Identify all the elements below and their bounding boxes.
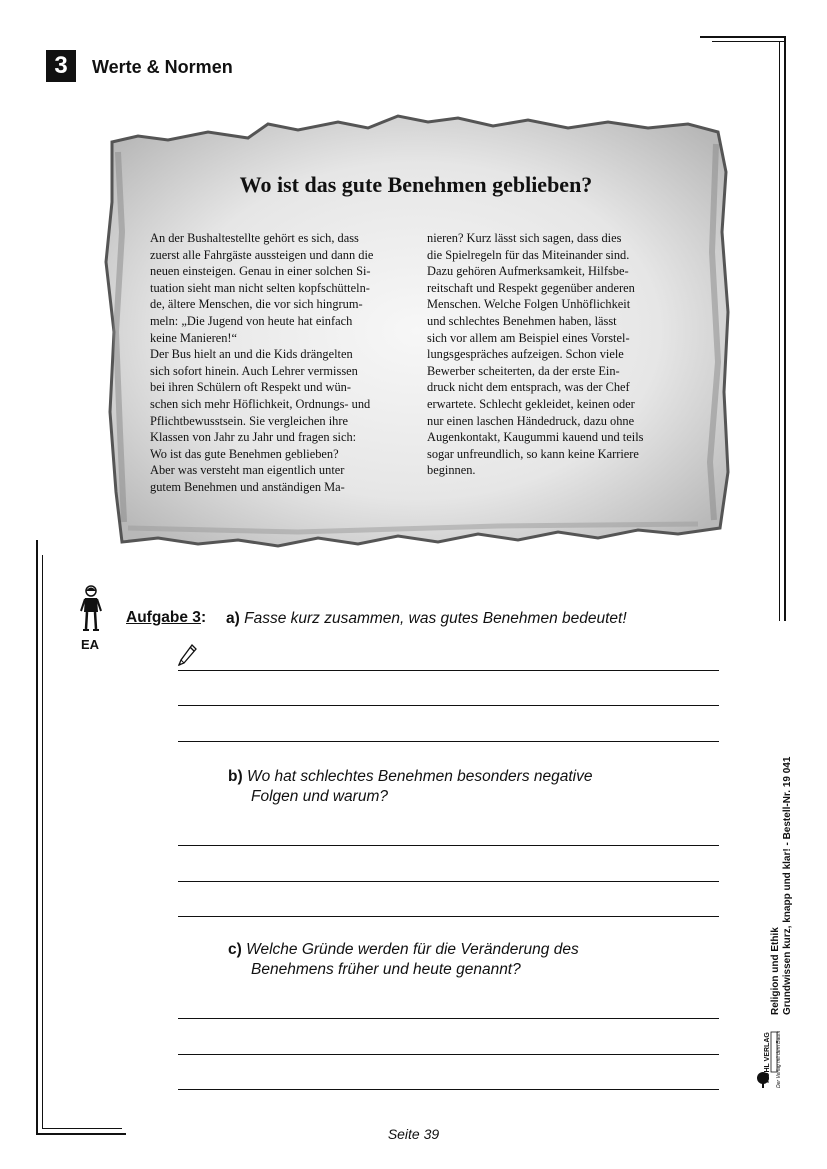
article-line: de, ältere Menschen, die vor sich hingrum- — [150, 297, 363, 312]
publisher-label: KOHL VERLAG — [764, 1032, 771, 1083]
frame-right-inner — [779, 41, 780, 621]
question-a — [226, 609, 627, 629]
chapter-title: Werte & Normen — [92, 57, 233, 77]
article-title: Wo ist das gute Benehmen geblieben? — [239, 172, 593, 197]
article-line: reitschaft und Respekt gegenüber anderen — [427, 280, 635, 295]
question-b-letter: b) — [228, 768, 243, 785]
article-line: nur einen laschen Händedruck, dazu ohne — [427, 413, 635, 428]
frame-right — [784, 36, 786, 621]
answer-line-c3[interactable] — [178, 1089, 719, 1090]
article-line: sich vor allem am Beispiel eines Vorstel- — [427, 330, 630, 345]
article-line: sogar unfreundlich, so kann keine Karriere — [427, 446, 639, 461]
article-line: Der Bus hielt an und die Kids drängelten — [150, 347, 353, 362]
article-line: druck nicht dem entsprach, was der Chef — [427, 380, 630, 395]
article-line: und schlechtes Benehmen haben, lässt — [427, 313, 617, 328]
question-b — [228, 767, 648, 807]
article-line: Klassen von Jahr zu Jahr und fragen sich: — [150, 430, 357, 445]
frame-left-inner — [42, 555, 43, 1129]
frame-top-right-inner — [712, 41, 785, 42]
article-column-right — [427, 230, 687, 479]
person-icon — [80, 585, 102, 635]
answer-line-a1[interactable] — [178, 670, 719, 671]
article-line: bei ihren Schülern oft Respekt und wün- — [150, 380, 351, 395]
question-b-text-line1: Wo hat schlechtes Benehmen besonders negative — [246, 768, 593, 785]
question-b-text-line2: Folgen und warum? — [251, 788, 388, 805]
article-line: Aber was versteht man eigentlich unter — [150, 463, 345, 478]
task-heading-colon: : — [200, 609, 207, 626]
question-c-text-line2: Benehmens früher und heute genannt? — [251, 961, 521, 978]
article-line: erwartete. Schlecht gekleidet, keinen oder — [427, 396, 635, 411]
article-line: sich sofort hinein. Auch Lehrer vermissen — [150, 363, 358, 378]
article-line: neuen einsteigen. Genau in einer solchen Si- — [150, 264, 371, 279]
article-line: Augenkontakt, Kaugummi kauend und teils — [427, 430, 644, 445]
article-line: Menschen. Welche Folgen Unhöflichkeit — [427, 297, 631, 312]
article-line: Bewerber scheiterten, da der erste Ein- — [427, 363, 620, 378]
article-line: Wo ist das gute Benehmen geblieben? — [150, 446, 339, 461]
task-heading — [126, 609, 206, 627]
article-line: die Spielregeln für das Miteinander sind. — [427, 247, 630, 262]
publisher-name — [764, 1032, 771, 1083]
answer-line-c2[interactable] — [178, 1054, 719, 1055]
answer-line-b1[interactable] — [178, 845, 719, 846]
article-line: schen sich mehr Höflichkeit, Ordnungs- und — [150, 396, 371, 411]
question-c-letter: c) — [228, 941, 242, 958]
article-line: zuerst alle Fahrgäste aussteigen und dann die — [150, 247, 374, 262]
publisher-slogan-text: Der Verlag mit dem Baum — [776, 1030, 782, 1088]
article-line: keine Manieren!“ — [150, 330, 238, 345]
frame-top-right — [700, 36, 785, 38]
article-line: tuation sieht man nicht selten kopfschütteln- — [150, 280, 370, 295]
question-a-text: Fasse kurz zusammen, was gutes Benehmen bedeutet! — [244, 610, 627, 627]
article-line: Dazu gehören Aufmerksamkeit, Hilfsbe- — [427, 264, 629, 279]
pencil-icon — [176, 643, 198, 669]
article-tablet — [98, 112, 734, 552]
article-line: An der Bushaltestellte gehört es sich, dass — [150, 231, 359, 245]
publisher-slogan — [776, 1031, 782, 1088]
article-line: gutem Benehmen und anständigen Ma- — [150, 479, 345, 494]
article-column-left — [150, 230, 410, 496]
question-c — [228, 940, 648, 980]
frame-left — [36, 540, 38, 1134]
side-credit-line2: Grundwissen kurz, knapp und klar! - Bestell-Nr. 19 041 — [782, 756, 793, 1015]
answer-line-a3[interactable] — [178, 741, 719, 742]
answer-line-c1[interactable] — [178, 1018, 719, 1019]
article-line: nieren? Kurz lässt sich sagen, dass dies — [427, 231, 622, 245]
question-a-letter: a) — [226, 610, 240, 627]
side-credit — [770, 757, 794, 1015]
side-credit-line1: Religion und Ethik — [770, 927, 781, 1015]
work-form-label: EA — [81, 637, 100, 652]
question-c-text-line1: Welche Gründe werden für die Veränderung des — [246, 941, 579, 958]
answer-line-a2[interactable] — [178, 705, 719, 706]
article-line: Pflichtbewusstsein. Sie vergleichen ihre — [150, 413, 348, 428]
answer-line-b3[interactable] — [178, 916, 719, 917]
page-number: Seite 39 — [387, 1126, 440, 1142]
chapter-number-badge: 3 — [46, 50, 76, 82]
article-line: beginnen. — [427, 463, 476, 478]
answer-line-b2[interactable] — [178, 881, 719, 882]
article-line: lungsgespräches aufzeigen. Schon viele — [427, 347, 624, 362]
article-line: meln: „Die Jugend von heute hat einfach — [150, 313, 353, 328]
task-heading-label: Aufgabe 3 — [126, 609, 201, 626]
